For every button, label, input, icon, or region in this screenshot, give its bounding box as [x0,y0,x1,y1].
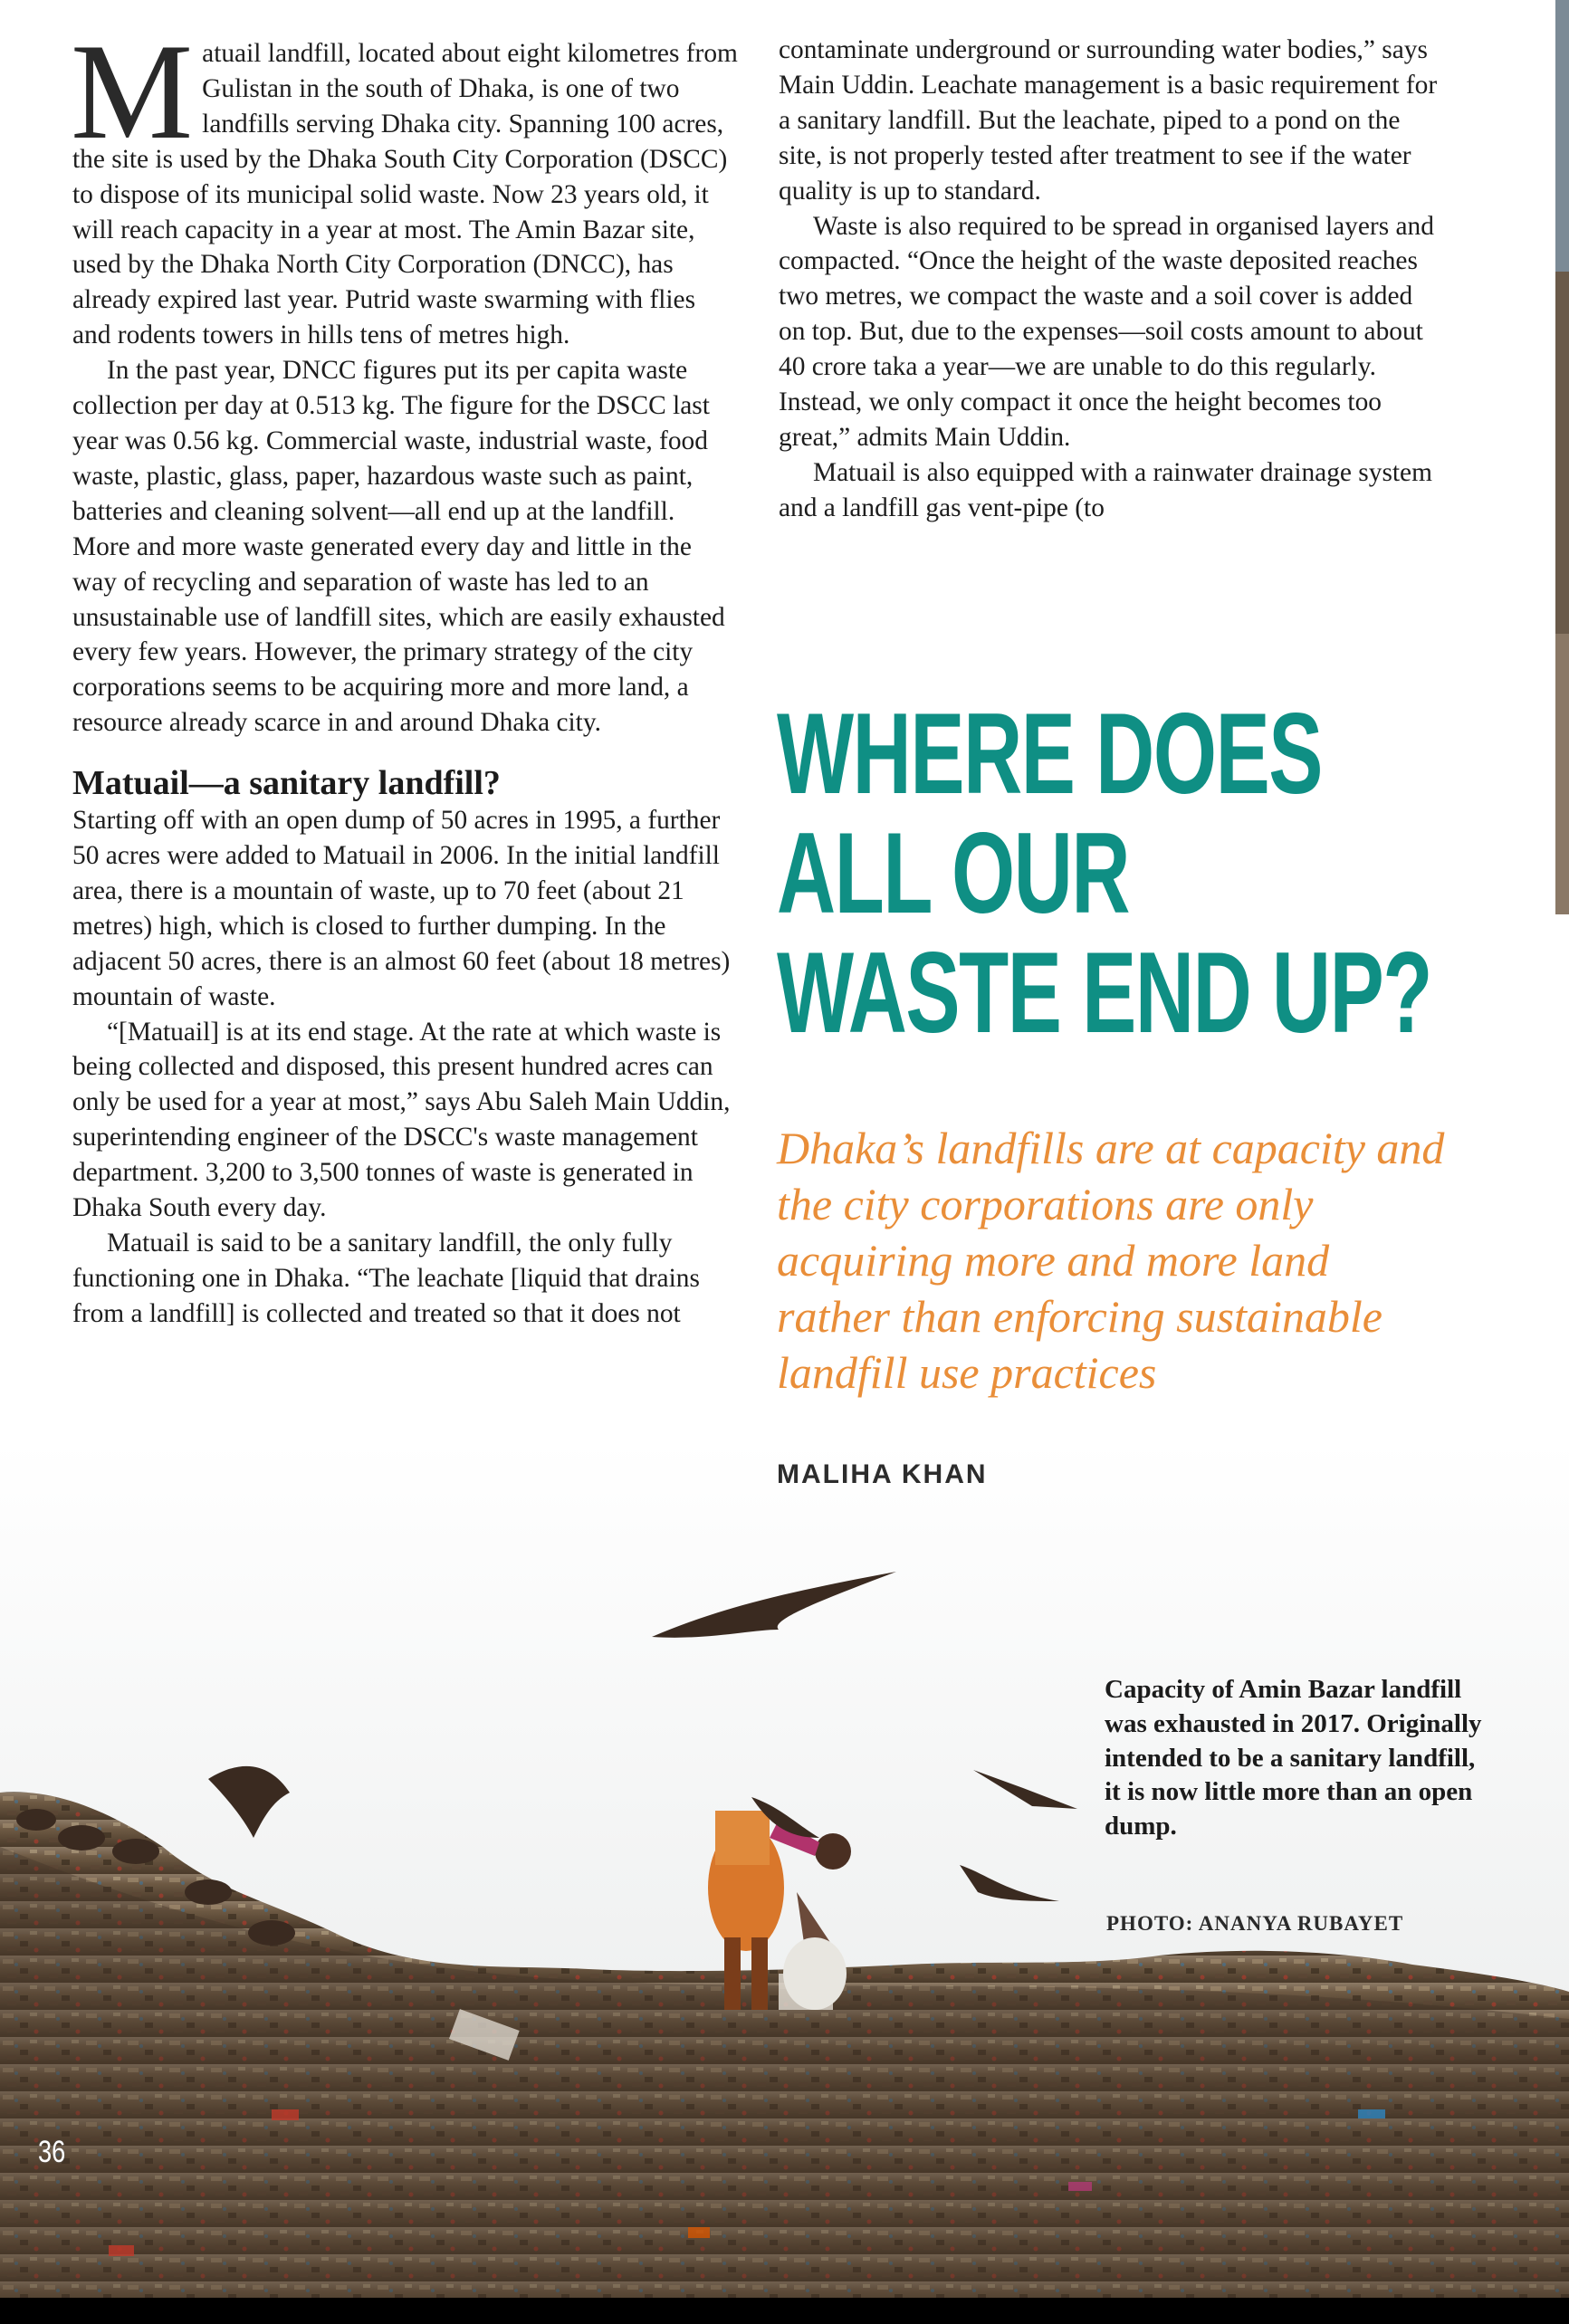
right-text-column [779,33,1444,526]
paragraph: contaminate underground or surrounding water bodies,” says Main Uddin. Leachate management is a basic requirement for a sanitary landfill. But the leachate, piped to a pond on the site, is not properly tested after treatment to see if the water quality is up to standard. [779,35,1438,206]
paragraph: Matuail is also equipped with a rainwater drainage system and a landfill gas vent-pipe (to [779,457,1432,522]
headline-line: WASTE END UP? [777,928,1431,1057]
left-text-column [71,15,738,1332]
photo-credit: PHOTO: ANANYA RUBAYET [1106,1912,1404,1935]
author-byline: MALIHA KHAN [777,1459,988,1489]
bottom-border [0,2298,1569,2324]
page-number: 36 [38,2135,66,2169]
photo-caption: Capacity of Amin Bazar landfill was exhausted in 2017. Originally intended to be a sanitary landfill, it is now little more than an open dump. [1105,1675,1482,1841]
headline-line: ALL OUR [777,808,1130,937]
paragraph: In the past year, DNCC figures put its per capita waste collection per day at 0.513 kg. The figure for the DSCC last year was 0.56 kg. Commercial waste, industrial waste, food waste, plastic, glass, paper, hazardous waste such as paint, batteries and cleaning solvent—all end up at the landfill. More and more waste generated every day and little in the way of recycling and separation of waste has led to an unsustainable use of landfill sites, which are easily exhausted every few years. However, the primary strategy of the city corporations seems to be acquiring more and more land, a resource already scarce in and around Dhaka city. [72,356,725,738]
paragraph: “[Matuail] is at its end stage. At the rate at which waste is being collected and disposed, this present hundred acres can only be used for a year at most,” says Abu Saleh Main Uddin, superintending engineer of the DSCC's waste management department. 3,200 to 3,500 tonnes of waste is generated in Dhaka South every day. [72,1017,731,1223]
paragraph: Matuail landfill, located about eight kilometres from Gulistan in the south of Dhaka, is one of two landfills serving Dhaka city. Spanning 100 acres, the site is used by the Dhaka South City Corporation (DSCC) to dispose of its municipal solid waste. Now 23 years old, it will reach capacity in a year at most. The Amin Bazar site, used by the Dhaka North City Corporation (DNCC), has already expired last year. Putrid waste swarming with flies and rodents towers in hills tens of metres high. [71,15,738,350]
drop-cap: M [71,15,194,167]
article-headline [777,689,1516,1057]
standfirst: Dhaka’s landfills are at capacity and the city corporations are only acquiring more and more land rather than enforcing sustainable landfill use practices [777,1123,1445,1398]
section-subheading: Matuail—a sanitary landfill? [72,764,501,803]
paragraph: Starting off with an open dump of 50 acres in 1995, a further 50 acres were added to Matuail in 2006. In the initial landfill area, there is a mountain of waste, up to 70 feet (about 21 metres) high, which is closed to further dumping. In the adjacent 50 acres, there is an almost 60 feet (about 18 metres) mountain of waste. [72,806,731,1011]
paragraph: Waste is also required to be spread in organised layers and compacted. “Once the height of the waste deposited reaches two metres, we compact the waste and a soil cover is added on top. But, due to the expenses—soil costs amount to about 40 crore taka a year—we are unable to do this regularly. Instead, we only compact it once the height becomes too great,” admits Main Uddin. [779,211,1434,452]
adjacent-page-edge [1555,0,1569,914]
paragraph: Matuail is said to be a sanitary landfill, the only fully functioning one in Dhaka. “The leachate [liquid that drains from a landfill] is collected and treated so that it does not [72,1229,700,1328]
headline-line: WHERE DOES [777,689,1323,818]
